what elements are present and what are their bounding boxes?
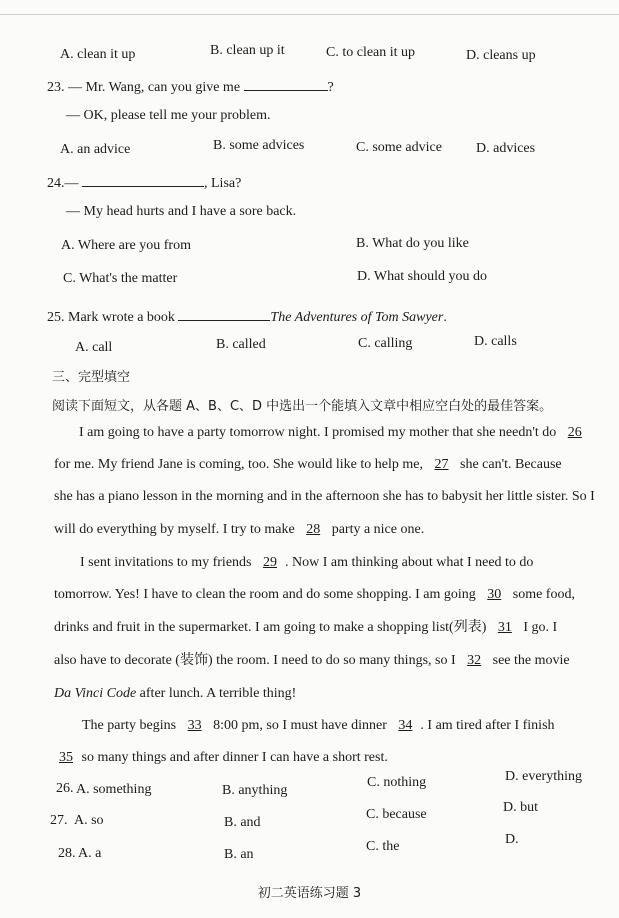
passage-line: drinks and fruit in the supermarket. I am going to make a shopping list(列表) 31 I go. I (54, 620, 558, 635)
q28-option-a: A. a (78, 846, 102, 861)
q27-option-c: C. because (366, 807, 427, 822)
q25-prompt: 25. Mark wrote a book The Adventures of Tom Sawyer. (47, 306, 447, 327)
q23-reply: — OK, please tell me your problem. (66, 108, 271, 123)
q23-prompt: 23. — Mr. Wang, can you give me ? (47, 76, 334, 97)
q22-option-a: A. clean it up (60, 47, 136, 62)
page-top-rule (0, 14, 619, 15)
page-footer: 初二英语练习题 3 (257, 886, 362, 901)
passage-line: tomorrow. Yes! I have to clean the room and do some shopping. I am going 30 some food, (54, 587, 575, 602)
passage-line: she has a piano lesson in the morning and in the afternoon she has to babysit her little sister. So I (54, 489, 595, 504)
q28-number: 28. (58, 846, 76, 861)
q23-option-a: A. an advice (60, 142, 131, 157)
q26-option-c: C. nothing (367, 775, 427, 790)
blank-32: 32 (467, 653, 482, 668)
q27-option-b: B. and (224, 815, 261, 830)
blank-35: 35 (59, 750, 73, 765)
passage-line: I am going to have a party tomorrow night. I promised my mother that she needn't do 26 (79, 424, 619, 442)
section-instruction: 阅读下面短文，从各题 A、B、C、D 中选出一个能填入文章中相应空白处的最佳答案。 (52, 399, 553, 414)
q25-option-b: B. called (216, 337, 266, 352)
answer-blank (178, 306, 270, 321)
q26-option-b: B. anything (222, 783, 288, 798)
q27-number: 27. (50, 813, 68, 828)
q26-number: 26. (56, 781, 74, 796)
blank-28: 28 (306, 522, 321, 537)
answer-blank (244, 76, 328, 91)
q22-option-b: B. clean up it (210, 43, 285, 58)
q22-option-d: D. cleans up (466, 48, 536, 63)
blank-31: 31 (497, 620, 512, 635)
blank-26: 26 (567, 425, 582, 440)
q24-reply: — My head hurts and I have a sore back. (66, 204, 297, 219)
passage-line: Da Vinci Code after lunch. A terrible thing! (54, 686, 297, 701)
q25-option-a: A. call (75, 340, 113, 355)
q28-option-d: D. (505, 832, 519, 847)
q27-option-d: D. but (503, 800, 538, 815)
q26-option-a: A. something (76, 782, 152, 797)
q24-option-b: B. What do you like (356, 236, 469, 251)
blank-30: 30 (487, 587, 502, 602)
q24-option-a: A. Where are you from (61, 238, 191, 253)
q23-option-c: C. some advice (356, 140, 442, 155)
blank-34: 34 (398, 718, 413, 733)
passage-line: 35 so many things and after dinner I can have a short rest. (54, 749, 604, 767)
q26-option-d: D. everything (505, 769, 582, 784)
q22-option-c: C. to clean it up (326, 45, 416, 60)
blank-33: 33 (187, 718, 202, 733)
q24-prompt: 24.— , Lisa? (47, 172, 241, 193)
passage-line: will do everything by myself. I try to make 28 party a nice one. (54, 522, 425, 537)
q25-option-d: D. calls (474, 334, 517, 349)
q27-option-a: A. so (74, 813, 104, 828)
passage-line: I sent invitations to my friends 29 . Now I am thinking about what I need to do (80, 555, 534, 570)
answer-blank (82, 172, 204, 187)
passage-line: also have to decorate (装饰) the room. I need to do so many things, so I 32 see the movie (54, 653, 570, 668)
blank-29: 29 (262, 555, 277, 570)
q25-option-c: C. calling (358, 336, 413, 351)
section-heading: 三、完型填空 (52, 370, 131, 385)
q24-option-c: C. What's the matter (63, 271, 178, 286)
passage-line: for me. My friend Jane is coming, too. She would like to help me, 27 she can't. Because (54, 457, 562, 472)
q28-option-c: C. the (366, 839, 400, 854)
blank-27: 27 (434, 457, 449, 472)
passage-line: The party begins 33 8:00 pm, so I must have dinner 34 . I am tired after I finish (82, 718, 555, 733)
q23-option-b: B. some advices (213, 138, 305, 153)
q24-option-d: D. What should you do (357, 269, 488, 284)
q23-option-d: D. advices (476, 141, 536, 156)
q28-option-b: B. an (224, 847, 254, 862)
